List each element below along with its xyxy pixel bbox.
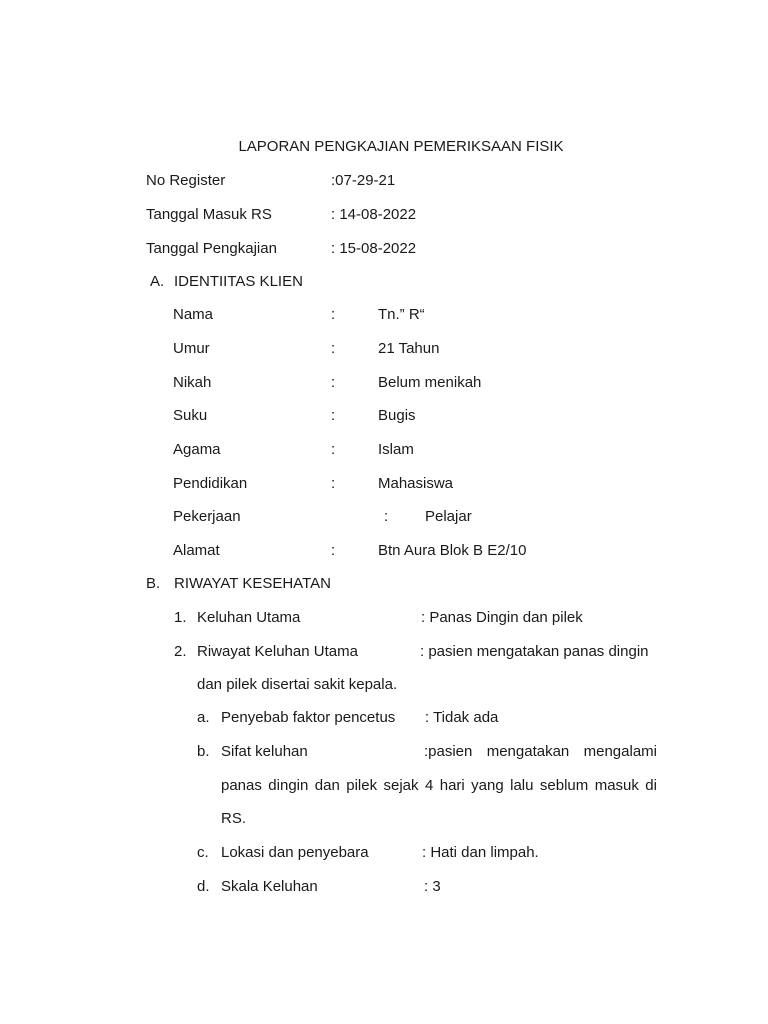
- sifat-keluhan-continuation-2: RS.: [221, 810, 247, 827]
- sub-a-letter: a.: [197, 709, 210, 726]
- alamat-colon: :: [331, 542, 336, 559]
- pendidikan-colon: :: [331, 475, 336, 492]
- sub-b-letter: b.: [197, 743, 210, 760]
- nikah-label: Nikah: [173, 374, 212, 391]
- agama-label: Agama: [173, 441, 221, 458]
- suku-value: Bugis: [378, 407, 416, 424]
- pekerjaan-label: Pekerjaan: [173, 508, 241, 525]
- riwayat-keluhan-value: : pasien mengatakan panas dingin: [420, 643, 649, 660]
- tanggal-pengkajian-value: : 15-08-2022: [331, 240, 417, 257]
- alamat-label: Alamat: [173, 542, 220, 559]
- pekerjaan-value: Pelajar: [425, 508, 472, 525]
- sifat-keluhan-value: :pasien mengatakan mengalami: [424, 743, 657, 760]
- nama-value: Tn.” R“: [378, 306, 425, 323]
- nikah-colon: :: [331, 374, 336, 391]
- pendidikan-label: Pendidikan: [173, 475, 248, 492]
- section-a-heading: IDENTIITAS KLIEN: [174, 273, 303, 290]
- no-register-value: :07-29-21: [331, 172, 396, 189]
- lokasi-value: : Hati dan limpah.: [422, 844, 539, 861]
- section-b-marker: B.: [146, 575, 161, 592]
- umur-label: Umur: [173, 340, 210, 357]
- sifat-keluhan-label: Sifat keluhan: [221, 743, 308, 760]
- keluhan-utama-label: Keluhan Utama: [197, 609, 301, 626]
- alamat-value: Btn Aura Blok B E2/10: [378, 542, 527, 559]
- item-1-number: 1.: [174, 609, 187, 626]
- riwayat-keluhan-label: Riwayat Keluhan Utama: [197, 643, 358, 660]
- pekerjaan-colon: :: [384, 508, 389, 525]
- tanggal-masuk-value: : 14-08-2022: [331, 206, 417, 223]
- pendidikan-value: Mahasiswa: [378, 475, 454, 492]
- penyebab-label: Penyebab faktor pencetus: [221, 709, 396, 726]
- suku-colon: :: [331, 407, 336, 424]
- suku-label: Suku: [173, 407, 208, 424]
- nama-colon: :: [331, 306, 336, 323]
- lokasi-label: Lokasi dan penyebara: [221, 844, 369, 861]
- section-a-marker: A.: [150, 273, 165, 290]
- umur-colon: :: [331, 340, 336, 357]
- agama-colon: :: [331, 441, 336, 458]
- item-2-number: 2.: [174, 643, 187, 660]
- tanggal-pengkajian-label: Tanggal Pengkajian: [146, 240, 277, 257]
- tanggal-masuk-label: Tanggal Masuk RS: [146, 206, 272, 223]
- sub-d-letter: d.: [197, 878, 210, 895]
- sub-c-letter: c.: [197, 844, 209, 861]
- no-register-label: No Register: [146, 172, 226, 189]
- penyebab-value: : Tidak ada: [425, 709, 499, 726]
- skala-keluhan-label: Skala Keluhan: [221, 878, 318, 895]
- section-b-heading: RIWAYAT KESEHATAN: [174, 575, 331, 592]
- nikah-value: Belum menikah: [378, 374, 482, 391]
- skala-keluhan-value: : 3: [424, 878, 441, 895]
- document-title: LAPORAN PENGKAJIAN PEMERIKSAAN FISIK: [238, 138, 564, 155]
- nama-label: Nama: [173, 306, 214, 323]
- sifat-keluhan-continuation-1: panas dingin dan pilek sejak 4 hari yang lalu seblum masuk di: [221, 777, 657, 794]
- agama-value: Islam: [378, 441, 414, 458]
- umur-value: 21 Tahun: [378, 340, 440, 357]
- keluhan-utama-value: : Panas Dingin dan pilek: [421, 609, 583, 626]
- riwayat-keluhan-continuation: dan pilek disertai sakit kepala.: [197, 676, 398, 693]
